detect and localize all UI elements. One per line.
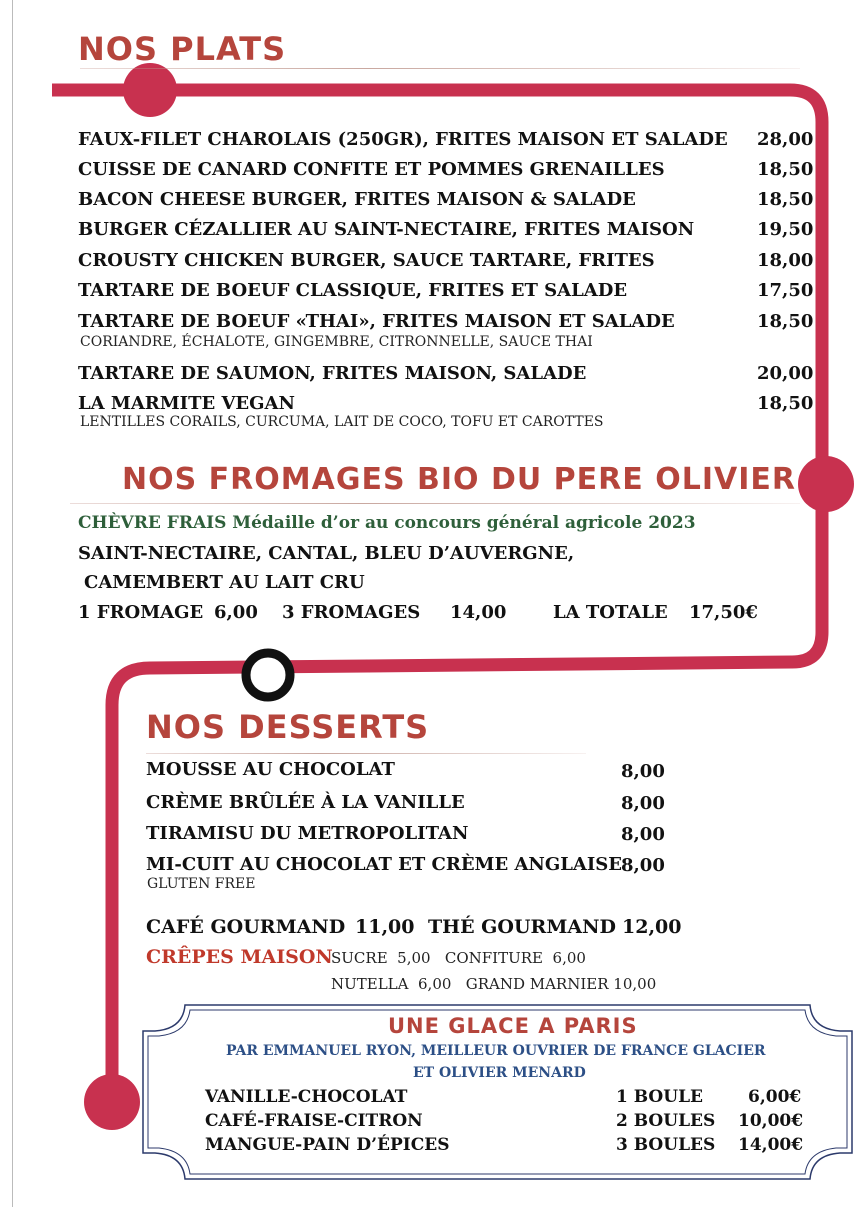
plat-name: TARTARE DE BOEUF «THAI», FRITES MAISON ET SALADE xyxy=(78,311,675,332)
plat-detail: CORIANDRE, ÉCHALOTE, GINGEMBRE, CITRONNELLE, SAUCE THAI xyxy=(80,334,593,350)
fromage-3-price: 14,00 xyxy=(450,602,507,623)
chevre-frais-line: CHÈVRE FRAIS Médaille d’or au concours général agricole 2023 xyxy=(78,513,696,533)
plat-price: 28,00 xyxy=(757,129,814,150)
plat-name: LA MARMITE VEGAN xyxy=(78,393,295,414)
plat-name: FAUX-FILET CHAROLAIS (250GR), FRITES MAISON ET SALADE xyxy=(78,129,728,150)
plat-detail: LENTILLES CORAILS, CURCUMA, LAIT DE COCO, TOFU ET CAROTTES xyxy=(80,414,604,430)
plat-price: 19,50 xyxy=(757,219,814,240)
glace-subtitle-1-text: PAR EMMANUEL RYON, MEILLEUR OUVRIER DE FRANCE GLACIER xyxy=(226,1043,766,1059)
dessert-name: CRÈME BRÛLÉE À LA VANILLE xyxy=(146,792,465,813)
plats-title-rule xyxy=(80,68,800,69)
the-gourmand-price: 12,00 xyxy=(622,916,682,938)
fromages-title: NOS FROMAGES BIO DU PERE OLIVIER xyxy=(122,462,796,497)
fromage-3-label: 3 FROMAGES xyxy=(282,602,421,623)
cafe-gourmand-price: 11,00 xyxy=(355,916,415,938)
plat-name: TARTARE DE BOEUF CLASSIQUE, FRITES ET SALADE xyxy=(78,280,628,301)
station-dot-glace xyxy=(84,1074,140,1130)
station-dot-plats xyxy=(123,63,177,117)
plat-price: 18,00 xyxy=(757,250,814,271)
the-gourmand-label: THÉ GOURMAND xyxy=(428,916,616,938)
plat-name: CUISSE DE CANARD CONFITE ET POMMES GRENAILLES xyxy=(78,159,665,180)
glace-flavor: VANILLE-CHOCOLAT xyxy=(205,1087,408,1107)
cafe-gourmand-label: CAFÉ GOURMAND xyxy=(146,916,346,938)
plat-name: CROUSTY CHICKEN BURGER, SAUCE TARTARE, FRITES xyxy=(78,250,655,271)
glace-price: 14,00€ xyxy=(738,1135,804,1155)
glace-price: 10,00€ xyxy=(738,1111,804,1131)
plat-price: 18,50 xyxy=(757,311,814,332)
plat-price: 18,50 xyxy=(757,189,814,210)
fromage-totale-label: LA TOTALE xyxy=(553,602,668,623)
dessert-price: 8,00 xyxy=(621,793,665,814)
dessert-name: TIRAMISU DU METROPOLITAN xyxy=(146,823,469,844)
plat-price: 18,50 xyxy=(757,159,814,180)
crepes-label: CRÊPES MAISON xyxy=(146,946,333,968)
station-ring-desserts xyxy=(246,653,290,697)
dessert-price: 8,00 xyxy=(621,761,665,782)
plat-name: BACON CHEESE BURGER, FRITES MAISON & SALADE xyxy=(78,189,636,210)
fromages-list-line-1: SAINT-NECTAIRE, CANTAL, BLEU D’AUVERGNE, xyxy=(78,543,575,564)
fromage-1-price: 6,00 xyxy=(214,602,258,623)
glace-title: UNE GLACE A PARIS xyxy=(388,1014,638,1038)
crepes-options-line-2: NUTELLA 6,00 GRAND MARNIER 10,00 xyxy=(331,975,657,993)
glace-flavor: MANGUE-PAIN D’ÉPICES xyxy=(205,1135,450,1155)
glace-qty: 1 BOULE xyxy=(616,1087,703,1107)
dessert-name: MI-CUIT AU CHOCOLAT ET CRÈME ANGLAISE xyxy=(146,854,623,875)
glace-price: 6,00€ xyxy=(748,1087,802,1107)
fromage-totale-price: 17,50€ xyxy=(689,602,758,623)
fromages-title-rule xyxy=(70,503,800,504)
dessert-detail: GLUTEN FREE xyxy=(147,876,256,892)
plat-price: 18,50 xyxy=(757,393,814,414)
plats-title: NOS PLATS xyxy=(78,30,287,68)
dessert-price: 8,00 xyxy=(621,855,665,876)
fromages-list-line-2: CAMEMBERT AU LAIT CRU xyxy=(84,572,365,593)
plat-name: TARTARE DE SAUMON, FRITES MAISON, SALADE xyxy=(78,363,587,384)
plat-name: BURGER CÉZALLIER AU SAINT-NECTAIRE, FRITES MAISON xyxy=(78,219,695,240)
desserts-title: NOS DESSERTS xyxy=(146,708,430,746)
glace-subtitle-2: ET OLIVIER MENARD xyxy=(413,1065,586,1081)
crepes-options-line-1: SUCRE 5,00 CONFITURE 6,00 xyxy=(331,949,586,967)
dessert-price: 8,00 xyxy=(621,824,665,845)
fromage-1-label: 1 FROMAGE xyxy=(78,602,204,623)
glace-flavor: CAFÉ-FRAISE-CITRON xyxy=(205,1111,423,1131)
dessert-name: MOUSSE AU CHOCOLAT xyxy=(146,759,395,780)
desserts-title-rule xyxy=(146,753,586,754)
plat-price: 17,50 xyxy=(757,280,814,301)
glace-qty: 3 BOULES xyxy=(616,1135,716,1155)
plat-price: 20,00 xyxy=(757,363,814,384)
station-dot-fromages xyxy=(798,456,854,512)
glace-qty: 2 BOULES xyxy=(616,1111,716,1131)
